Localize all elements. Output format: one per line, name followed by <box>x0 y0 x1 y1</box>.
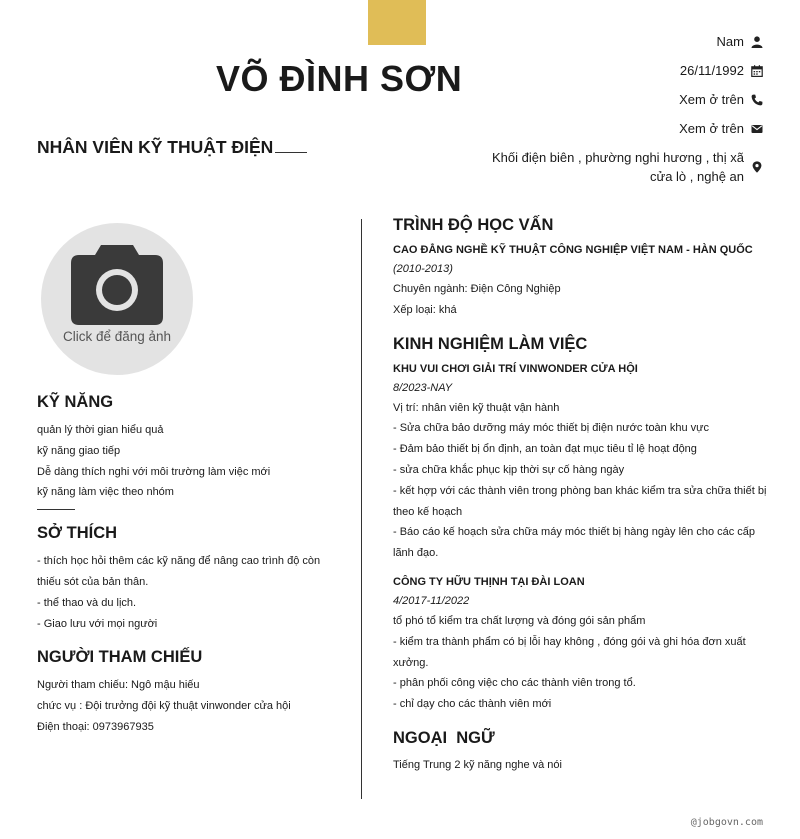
job-entry <box>393 574 768 715</box>
list-item: - thích học hỏi thêm các kỹ năng để nâng cao trình độ còn thiếu sót của bản thân. <box>37 555 321 588</box>
experience-section <box>393 335 768 715</box>
skills-title: KỸ NĂNG <box>37 393 114 411</box>
accent-block <box>368 0 426 45</box>
school-name: CAO ĐẲNG NGHỀ KỸ THUẬT CÔNG NGHIỆP VIỆT NAM - HÀN QUỐC <box>393 244 753 256</box>
education-section <box>393 216 768 321</box>
education-title: TRÌNH ĐỘ HỌC VẤN <box>393 216 554 234</box>
photo-caption: Click để đăng ảnh <box>62 329 172 344</box>
list-item: quản lý thời gian hiểu quả <box>37 424 164 436</box>
title-underline <box>275 139 307 153</box>
contact-address <box>433 148 763 186</box>
languages-title: NGOẠI NGỮ <box>393 728 495 747</box>
address-text: Khối điện biên , phường nghi hương , thị xã cửa lò , nghệ an <box>491 150 744 184</box>
left-column <box>37 393 337 738</box>
job-period: 8/2023-NAY <box>393 381 453 394</box>
list-item: Người tham chiếu: Ngô mậu hiếu <box>37 679 200 692</box>
list-item: kỹ năng giao tiếp <box>37 444 121 457</box>
camera-icon <box>71 245 163 325</box>
contact-block <box>433 32 763 196</box>
education-line: Chuyên ngành: Điện Công Nghiệp <box>393 283 561 295</box>
watermark: @jobgovn.com <box>690 817 763 828</box>
job-line: - chỉ dạy cho các thành viên mới <box>393 698 552 711</box>
skills-rule <box>37 509 75 510</box>
contact-gender <box>433 32 763 51</box>
languages-section <box>393 729 768 776</box>
list-item: kỹ năng làm việc theo nhóm <box>37 486 174 499</box>
job-period: 4/2017-11/2022 <box>393 594 470 607</box>
skills-section <box>37 393 337 510</box>
birthday-text: 26/11/1992 <box>679 63 744 78</box>
job-line: - sửa chữa khắc phục kịp thời sự cố hàng ngày <box>393 463 625 476</box>
education-period: (2010-2013) <box>393 263 453 275</box>
references-list <box>37 675 337 737</box>
contact-birthday <box>433 61 763 80</box>
right-column <box>393 216 768 776</box>
list-item: - thể thao và du lịch. <box>37 596 137 609</box>
job-line: - Báo cáo kế hoạch sửa chữa máy móc thiết bị hàng ngày lên cho các cấp lãnh đạo. <box>393 526 756 560</box>
job-line: - Sửa chữa bảo dưỡng máy móc thiết bị điện nước toàn khu vực <box>393 422 710 435</box>
contact-email <box>433 119 763 138</box>
candidate-name: VÕ ĐÌNH SƠN <box>216 58 463 99</box>
list-item: - Giao lưu với mọi người <box>37 617 158 630</box>
column-divider <box>361 219 362 799</box>
hobbies-title: SỞ THÍCH <box>37 524 118 543</box>
profile-photo-upload[interactable] <box>41 223 193 375</box>
list-item: Điện thoại: 0973967935 <box>37 720 154 733</box>
job-line: - phân phối công việc cho các thành viên trong tổ. <box>393 677 636 690</box>
job-line: tổ phó tổ kiểm tra chất lượng và đóng gói sản phẩm <box>393 614 646 627</box>
mail-icon <box>751 123 763 135</box>
hobbies-list <box>37 551 337 634</box>
calendar-icon <box>751 65 763 77</box>
company-name: KHU VUI CHƠI GIẢI TRÍ VINWONDER CỬA HỘI <box>393 362 638 375</box>
education-line: Xếp loại: khá <box>393 303 457 316</box>
language-line: Tiếng Trung 2 kỹ năng nghe và nói <box>393 758 562 771</box>
company-name: CÔNG TY HỮU THỊNH TẠI ĐÀI LOAN <box>393 575 585 588</box>
contact-phone <box>433 90 763 109</box>
references-section <box>37 648 337 737</box>
job-entry <box>393 361 768 564</box>
user-icon <box>751 36 763 48</box>
gender-text: Nam <box>716 34 744 49</box>
location-pin-icon <box>751 161 763 173</box>
job-title-text: NHÂN VIÊN KỸ THUẬT ĐIỆN <box>37 137 274 157</box>
phone-icon <box>751 94 763 106</box>
job-line: - kiểm tra thành phẩm có bị lỗi hay không , đóng gói và ghi hóa đơn xuất xưởng. <box>393 635 746 669</box>
email-text: Xem ở trên <box>679 121 744 136</box>
skills-list <box>37 420 337 503</box>
hobbies-section <box>37 524 337 634</box>
list-item: Dễ dàng thích nghi với môi trường làm việc mới <box>37 465 271 478</box>
phone-text: Xem ở trên <box>679 92 744 107</box>
job-line: - kết hợp với các thành viên trong phòng ban khác kiểm tra sửa chữa thiết bị theo kế hoạch <box>393 484 767 518</box>
job-line: - Đảm bảo thiết bị ổn định, an toàn đạt mục tiêu tỉ lệ hoạt động <box>393 443 697 456</box>
job-line: Vị trí: nhân viên kỹ thuật vận hành <box>393 401 560 414</box>
experience-title: KINH NGHIỆM LÀM VIỆC <box>393 334 588 353</box>
list-item: chức vụ : Đội trưởng đội kỹ thuật vinwonder cửa hội <box>37 700 291 713</box>
references-title: NGƯỜI THAM CHIẾU <box>37 648 203 667</box>
job-title <box>37 137 307 158</box>
